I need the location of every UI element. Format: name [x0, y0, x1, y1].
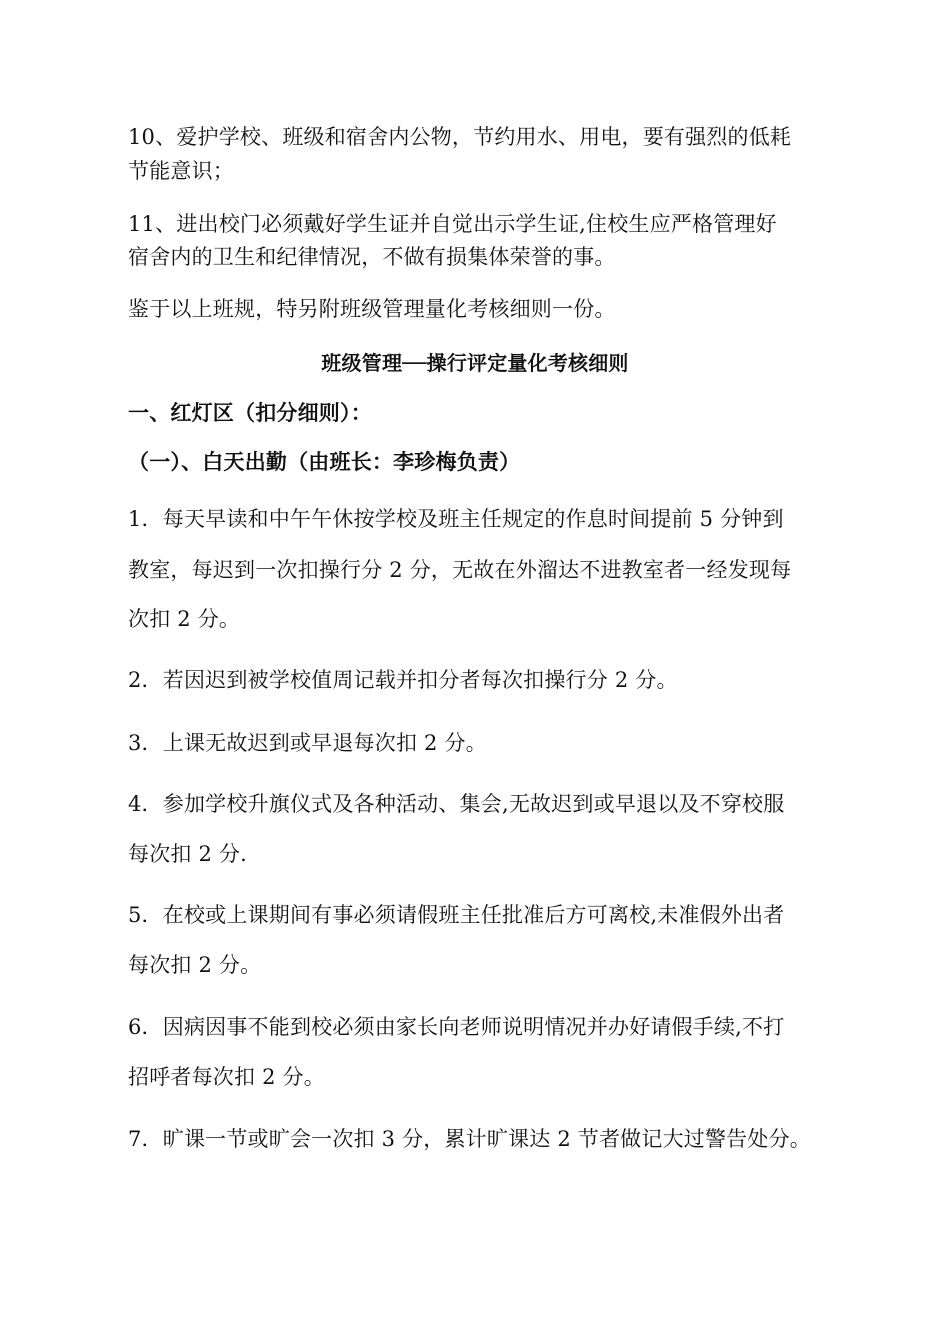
heading-red-zone: 一、红灯区（扣分细则）：	[128, 401, 372, 425]
rule-5-line-1: 5．在校或上课期间有事必须请假班主任批准后方可离校,未准假外出者	[128, 903, 785, 927]
rule-1-line-3: 次扣 2 分。	[128, 607, 241, 631]
rule-4-line-2: 每次扣 2 分.	[128, 842, 247, 866]
closing-paragraph: 鉴于以上班规，特另附班级管理量化考核细则一份。	[128, 297, 616, 321]
rule-1-line-2: 教室，每迟到一次扣操行分 2 分，无故在外溜达不进教室者一经发现每	[128, 558, 792, 582]
item-11-line-2: 宿舍内的卫生和纪律情况，不做有损集体荣誉的事。	[128, 245, 616, 269]
rule-2-line-1: 2．若因迟到被学校值周记载并扣分者每次扣操行分 2 分。	[128, 668, 678, 692]
rule-6-line-1: 6．因病因事不能到校必须由家长向老师说明情况并办好请假手续,不打	[128, 1015, 785, 1039]
rule-5-line-2: 每次扣 2 分。	[128, 953, 262, 977]
heading-daytime-attendance: （一）、白天出勤（由班长：李珍梅负责）	[128, 450, 521, 474]
rule-6-line-2: 招呼者每次扣 2 分。	[128, 1065, 325, 1089]
section-title: 班级管理──操行评定量化考核细则	[321, 351, 629, 375]
item-10-line-2: 节能意识；	[128, 159, 234, 183]
item-11-line-1: 11、进出校门必须戴好学生证并自觉出示学生证,住校生应严格管理好	[128, 212, 777, 236]
rule-7-line-1: 7．旷课一节或旷会一次扣 3 分，累计旷课达 2 节者做记大过警告处分。	[128, 1127, 811, 1151]
item-10-line-1: 10、爱护学校、班级和宿舍内公物，节约用水、用电，要有强烈的低耗	[128, 125, 792, 149]
rule-4-line-1: 4．参加学校升旗仪式及各种活动、集会,无故迟到或早退以及不穿校服	[128, 792, 785, 816]
rule-1-line-1: 1．每天早读和中午午休按学校及班主任规定的作息时间提前 5 分钟到	[128, 507, 784, 531]
rule-3-line-1: 3．上课无故迟到或早退每次扣 2 分。	[128, 731, 487, 755]
